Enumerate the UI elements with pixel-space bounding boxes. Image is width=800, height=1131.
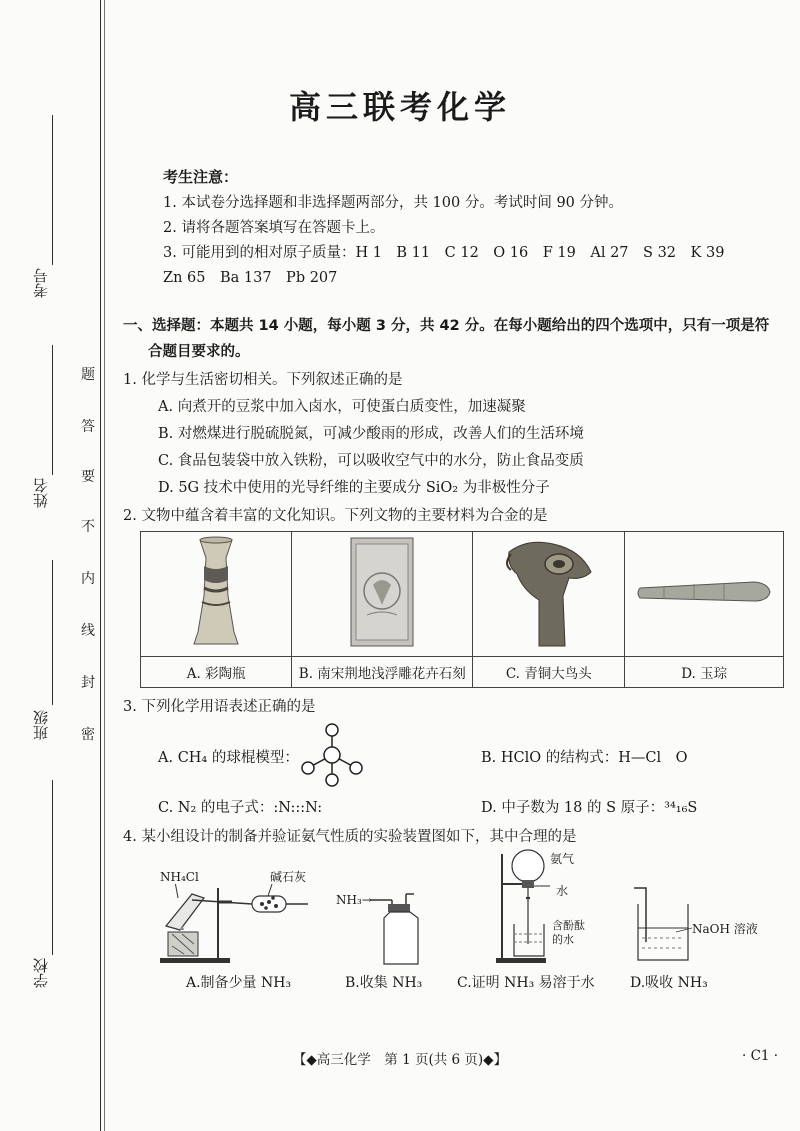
q3-option-d: D. 中子数为 18 的 S 原子：³⁴₁₆S [481, 800, 698, 816]
relic-image-b [292, 532, 473, 657]
ch4-ball-stick-model-icon [298, 722, 366, 788]
jade-cong-icon [634, 572, 774, 612]
q4-stem: 4. 某小组设计的制备并验证氨气性质的实验装置图如下，其中合理的是 [123, 829, 577, 845]
notice-item-2: 2. 请将各题答案填写在答题卡上。 [163, 220, 385, 236]
q2-relic-table [140, 531, 784, 688]
label-phenolphthalein-1: 含酚酞 [552, 919, 585, 932]
seal-char-6: 要 [81, 469, 95, 485]
relic-caption-a: A. 彩陶瓶 [141, 657, 292, 688]
label-nh4cl: NH₄Cl [160, 870, 199, 884]
name-blank[interactable] [52, 345, 53, 475]
label-naoh-solution: NaOH 溶液 [692, 922, 758, 936]
relic-image-d [625, 532, 784, 657]
relic-image-c [473, 532, 625, 657]
q1-option-b: B. 对燃煤进行脱硫脱氮，可减少酸雨的形成，改善人们的生活环境 [158, 426, 584, 442]
label-ammonia: 氨气 [550, 852, 575, 866]
seal-char-2: 封 [81, 675, 95, 691]
notice-item-3: 3. 可能用到的相对原子质量：H 1 B 11 C 12 O 16 F 19 Al 27 S 32 K 39 [163, 245, 725, 261]
label-water: 水 [556, 884, 569, 898]
q1-option-d: D. 5G 技术中使用的光导纤维的主要成分 SiO₂ 为非极性分子 [158, 480, 550, 496]
painted-pottery-vase-icon [186, 536, 246, 648]
q2-stem: 2. 文物中蕴含着丰富的文化知识。下列文物的主要材料为合金的是 [123, 508, 548, 524]
seal-char-4: 内 [81, 571, 95, 587]
name-label: 姓名 [32, 478, 50, 508]
label-phenolphthalein-2: 的水 [552, 933, 574, 946]
apparatus-caption-d: D.吸收 NH₃ [630, 975, 708, 991]
seal-char-5: 不 [81, 519, 95, 535]
q3-stem: 3. 下列化学用语表述正确的是 [123, 699, 316, 715]
notice-heading: 考生注意： [163, 168, 239, 186]
label-nh3-inlet: NH₃→ [336, 893, 372, 907]
q3-option-a: A. CH₄ 的球棍模型： [158, 750, 299, 766]
seal-char-8: 题 [81, 367, 95, 383]
seal-char-7: 答 [81, 419, 95, 435]
bronze-bird-head-icon [499, 534, 599, 650]
apparatus-a-heating-setup-icon [152, 884, 312, 964]
relic-caption-b: B. 南宋荆地浅浮雕花卉石刻 [292, 657, 473, 688]
stone-carving-icon [347, 535, 417, 649]
q1-option-c: C. 食品包装袋中放入铁粉，可以吸收空气中的水分，防止食品变质 [158, 453, 584, 469]
section1-instruction-line2: 合题目要求的。 [148, 344, 250, 360]
apparatus-caption-b: B.收集 NH₃ [345, 975, 423, 991]
apparatus-d-beaker-icon [630, 884, 692, 962]
binding-line-outer [100, 0, 101, 1131]
q3-option-c: C. N₂ 的电子式：:N:::N: [158, 800, 323, 816]
q1-stem: 1. 化学与生活密切相关。下列叙述正确的是 [123, 372, 403, 388]
binding-line-inner [104, 0, 105, 1131]
relic-caption-c: C. 青铜大鸟头 [473, 657, 625, 688]
q3-option-b: B. HClO 的结构式：H—Cl O [481, 750, 688, 766]
school-label: 学校 [32, 958, 50, 988]
label-soda-lime: 碱石灰 [270, 870, 307, 884]
apparatus-caption-c: C.证明 NH₃ 易溶于水 [457, 975, 595, 991]
exam-no-blank[interactable] [52, 115, 53, 265]
page-footer: 【◆高三化学 第 1 页(共 6 页)◆】 [292, 1052, 508, 1068]
seal-char-1: 密 [81, 727, 95, 743]
apparatus-c-fountain-icon [490, 848, 560, 964]
class-blank[interactable] [52, 560, 53, 705]
notice-item-1: 1. 本试卷分选择题和非选择题两部分，共 100 分。考试时间 90 分钟。 [163, 195, 624, 211]
apparatus-caption-a: A.制备少量 NH₃ [186, 975, 292, 991]
class-label: 班级 [32, 710, 50, 740]
apparatus-b-gas-bottle-icon [370, 888, 430, 966]
exam-title: 高三联考化学 [288, 88, 511, 126]
q1-option-a: A. 向煮开的豆浆中加入卤水，可使蛋白质变性，加速凝聚 [158, 399, 526, 415]
relic-image-a [141, 532, 292, 657]
notice-item-4: Zn 65 Ba 137 Pb 207 [163, 270, 338, 286]
section1-instruction-line1: 一、选择题：本题共 14 小题，每小题 3 分，共 42 分。在每小题给出的四个选项中，只有一项是符 [123, 318, 770, 334]
page-code: · C1 · [742, 1048, 779, 1064]
school-blank[interactable] [52, 780, 53, 955]
exam-no-label: 考号 [32, 268, 50, 298]
seal-char-3: 线 [81, 623, 95, 639]
relic-caption-d: D. 玉琮 [625, 657, 784, 688]
